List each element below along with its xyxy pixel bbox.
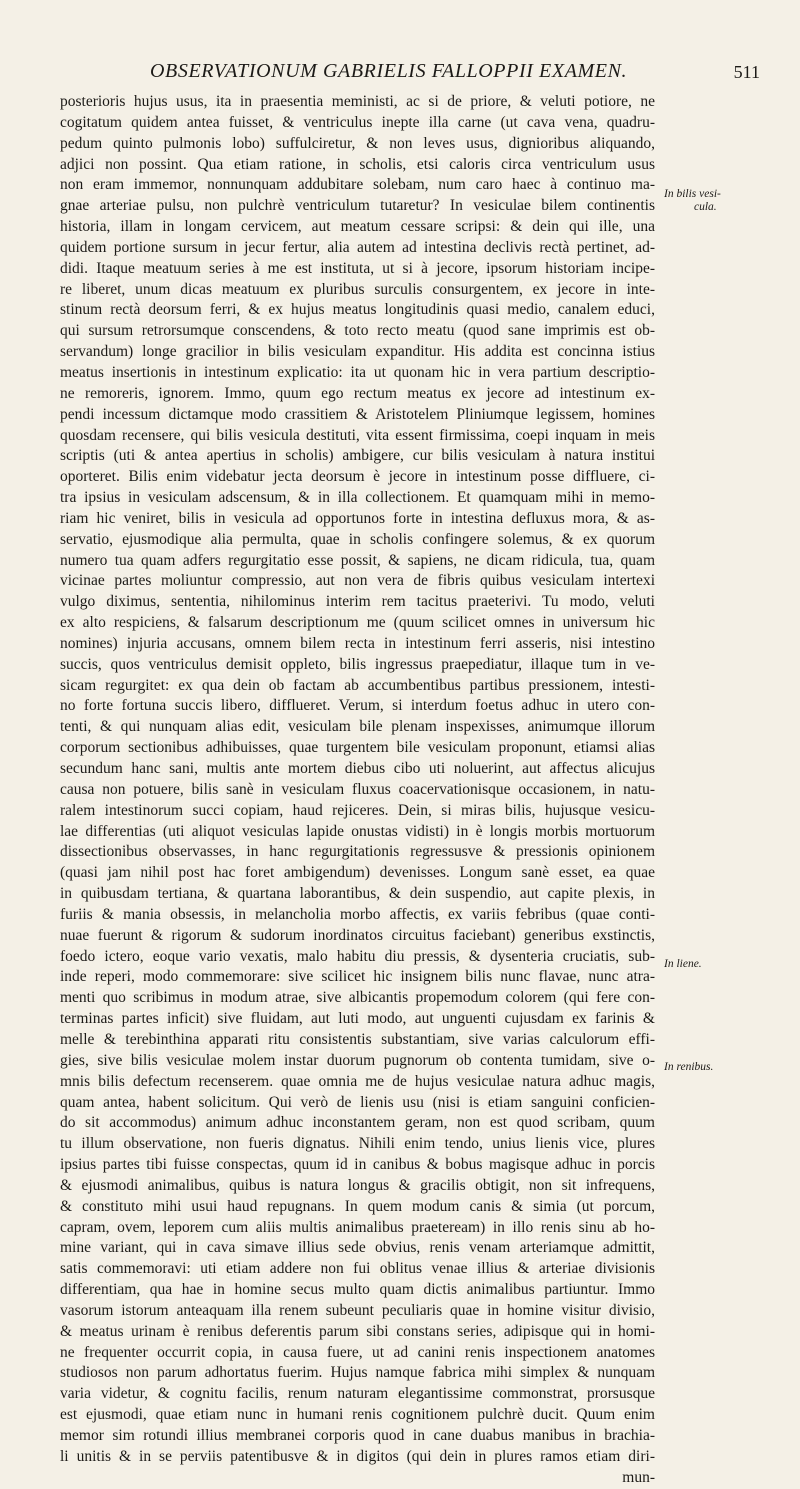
running-title: OBSERVATIONUM GABRIELIS FALLOPPII EXAMEN. [150,60,628,82]
page-header [40,58,760,88]
text-line: li unitis & in se perviis patentibusve & in digitos (qui dein in plures ramos etiam diri- [60,1447,655,1465]
text-line: stinum rectà deorsum ferri, & ex hujus meatus longitudinis quasi medio, canalem educi, [60,301,655,319]
margin-note-bilis [664,188,744,214]
margin-note-text: In renibus. [664,1061,714,1073]
text-line: gies, sive bilis vesiculae molem instar duorum pugnorum ob contenta tumidam, sive o- [60,1051,655,1069]
text-line: sicam regurgitet: ex qua dein ob factam ab accumbentibus partibus pressionem, intesti- [60,676,655,694]
text-line: mnis bilis defectum recenserem. quae omnia me de hujus vesiculae natura adhuc magis, [60,1072,655,1090]
text-line: nuae fuerunt & rigorum & sudorum inordinatos circuitus faciebant) generibus exstinctis, [60,926,655,944]
text-line: secundum hanc sani, multis ante mortem diebus cibo uti noluerint, aut affectus alicujus [60,760,655,777]
text-line: meatus insertionis in intestinum explicatio: ita ut quonam hic in vera partium descriptio- [60,363,655,381]
margin-note-text: cula. [694,201,717,213]
text-line: pedum quinto pulmonis lobo) suffulciretur, & non leves usus, dignioribus aliquando, [60,134,655,152]
text-line: scriptis (uti & antea apertius in scholis) ambigere, cur bilis vesiculam à natura institui [60,447,655,465]
text-line: posterioris hujus usus, ita in praesentia meministi, ac si de priore, & veluti potiore, ne [60,93,655,110]
text-line: menti quo scribimus in modum atrae, sive albicantis propemodum colorem (qui fere con- [60,989,655,1007]
text-line: quidem portione sursum in jecur fertur, alia autem ad intestina declivis rectà pertinet, ad- [60,238,655,256]
text-line: foedo ictero, eoque vario vexatis, malo habitu diu pressis, & dysenteria cruciatis, sub- [60,947,655,965]
text-line: vasorum istorum anteaquam illa renem subeunt peculiaris quae in homine visitur divisio, [60,1301,655,1319]
text-line: studiosos non parum adhortatus fuerim. Hujus namque fabrica mihi simplex & nunquam [60,1364,655,1382]
text-line: mine variant, qui in cava simave illius sede obvius, renis venam arteriamque admittit, [60,1239,655,1257]
text-line: succis, quos ventriculus demisit oppleto, bilis ingressus praepediatur, illaque tum in ve- [60,655,655,673]
text-line: pendi incessum dictamque modo crassitiem & Aristotelem Pliniumque legissem, homines [60,405,655,423]
text-line: do sit accommodus) animum adhuc inconstantem geram, non est quod scribam, quum [60,1114,655,1132]
text-line: & ejusmodi animalibus, quibus is natura longus & gracilis obtigit, non sit infrequens, [60,1176,655,1194]
margin-note-renibus [664,1061,744,1074]
text-line: est ejusmodi, quae etiam nunc in humani renis cognitionem pulchrè ducit. Quum enim [60,1406,655,1424]
text-line: ne frequenter occurrit copia, in causa fuere, ut ad canini renis inspectionem anatomes [60,1343,655,1361]
text-line: numero tua quam adfers regurgitatio esse possit, & sapiens, ne dicam ridicula, tua, quam [60,551,655,569]
text-line: oporteret. Bilis enim videbatur jecta deorsum è jecore in intestinum posse diffluere, ci- [60,468,655,486]
text-line: & constituto mihi usui haud repugnans. In quem modum canis & simia (ut porcum, [60,1197,655,1215]
text-line: memor sim rotundi illius membranei corporis quod in cane duabus manibus in brachia- [60,1427,655,1444]
text-line: satis commemoravi: uti etiam addere non fui oblitus venae illius & arteriae divisionis [60,1260,655,1278]
margin-note-text: In liene. [664,958,702,970]
page-number: 511 [733,62,760,82]
text-line: tenti, & qui nunquam alias edit, vesiculam bile plenam inspexisses, animumque illorum [60,718,655,736]
text-line: ex alto respiciens, & falsarum descriptionum me (quum scilicet omnes in universum hic [60,614,655,632]
text-line: qui sursum retrorsumque conscendens, & toto recto meatu (quod sane imprimis est ob- [60,322,655,340]
text-line: riam hic veniret, bilis in vesicula ad opportunos forte in intestina defluxus mora, & as- [60,509,655,527]
text-line: ralem intestinorum succi copiam, haud rejiceres. Dein, si miras bilis, hujusque vesicu- [60,801,655,819]
text-line: re liberet, unum dicas meatuum ex pluribus surculis consurgentem, ex jecore in inte- [60,280,655,298]
text-line: adjici non possint. Qua etiam ratione, in scholis, etsi caloris circa ventriculum usus [60,155,655,173]
text-line: inde reperi, modo commemorare: sive scilicet hic insignem bilis nunc flavae, nunc atra- [60,968,655,986]
text-line: servatio, ejusmodique alia permulta, quae in scholis confingere solemus, & ex quorum [60,530,655,548]
text-line: non eram immemor, nonnunquam addubitare solebam, num caro haec à continuo ma- [60,176,655,194]
text-line: dissectionibus observasses, in hanc regurgitationis regressusve & pressionis opinionem [60,843,655,861]
text-line: (quasi jam nihil post hac foret ambigendum) devenisses. Longum sanè esset, ea quae [60,864,655,882]
text-line: capram, ovem, leporem cum aliis multis animalibus praeteream) in illo renis sinu ab ho- [60,1218,655,1236]
text-line: tu illum observatione, non fueris dignatus. Nihili enim tendo, unius lienis vice, plures [60,1135,655,1153]
text-line: didi. Itaque meatuum series à me est instituta, ut si à jecore, ipsorum historiam incipe- [60,259,655,277]
text-line: cogitatum quidem antea fuisset, & ventriculus inepte illa carne (ut cava vena, quadru- [60,113,655,131]
text-line: ne remoreris, ignorem. Immo, quum ego rectum meatus ex jecore ad intestinum ex- [60,384,655,402]
text-line: servandum) longe gracilior in bilis vesiculam expanditur. His addita est concinna istius [60,343,655,361]
text-line: lae differentias (uti aliquot vesiculas lapide onustas vidisti) in è longis morbis mortuorum [60,822,655,840]
text-line: & meatus urinam è renibus deferentis parum sibi constans series, adipisque qui in homi- [60,1322,655,1340]
text-line: gnae arteriae pulsu, non pulchrè ventriculum tutaretur? In vesiculae bilem continentis [60,197,655,215]
text-line: historia, illam in longam cervicem, aut meatum cessare scripsi: & dein qui ille, una [60,218,655,236]
text-line: nomines) injuria accusans, omnem bilem recta in intestinum ferri asseris, nisi intestino [60,634,655,652]
text-line: corporum sectionibus adhibuisses, quae turgentem bile vesiculam proponunt, etiamsi alias [60,739,655,757]
text-line: terminas partes inficit) sive fluidam, aut luti modo, aut unguenti cujusdam ex farinis & [60,1010,655,1028]
text-line: mun- [622,1468,655,1486]
text-line: vicinae partes moliuntur compressio, aut non vera de fibris quibus vesiculam intertexi [60,572,655,590]
text-line: quosdam recensere, qui bilis vesicula destituti, vita essent firmissima, coepi inquam in meis [60,426,655,444]
text-line: furiis & mania obsessis, in melancholia morbo affectis, ex variis febribus (quae conti- [60,905,655,923]
text-line: vulgo diximus, sententia, nihilominus interim rem tacitus praeterivi. Tu modo, veluti [60,593,655,611]
margin-note-text: In bilis vesi- [664,188,721,200]
text-line: in quibusdam tertiana, & quartana laborantibus, & dein suspendio, aut capite plexis, in [60,885,655,903]
text-line: differentiam, qua hae in homine secus multo quam dictis animalibus partiuntur. Immo [60,1281,655,1299]
text-line: melle & terebinthina apparati ritu consistentis substantiam, sive varias calculorum effi- [60,1030,655,1048]
text-line: varia videtur, & cognitu facilis, renum naturam elegantissime commonstrat, prorsusque [60,1385,655,1403]
margin-note-liene [664,958,744,971]
body-text [60,92,655,1489]
text-line: no forte fortuna succis libero, difflueret. Verum, si interdum foetus adhuc in utero con- [60,697,655,715]
text-line: tra ipsius in vesiculam adscensum, & in illa collectionem. Et quamquam mihi in memo- [60,489,655,507]
text-line: ipsius partes tibi fuisse conspectas, quum id in canibus & bobus magisque adhuc in porcis [60,1156,655,1174]
text-line: causa non potuere, bilis sanè in vesiculam fluxus coacervationisque occasionem, in natu- [60,780,655,798]
text-line: quam antea, habent solicitum. Qui verò de lienis usu (nisi is etiam sanguini conficien- [60,1093,655,1111]
